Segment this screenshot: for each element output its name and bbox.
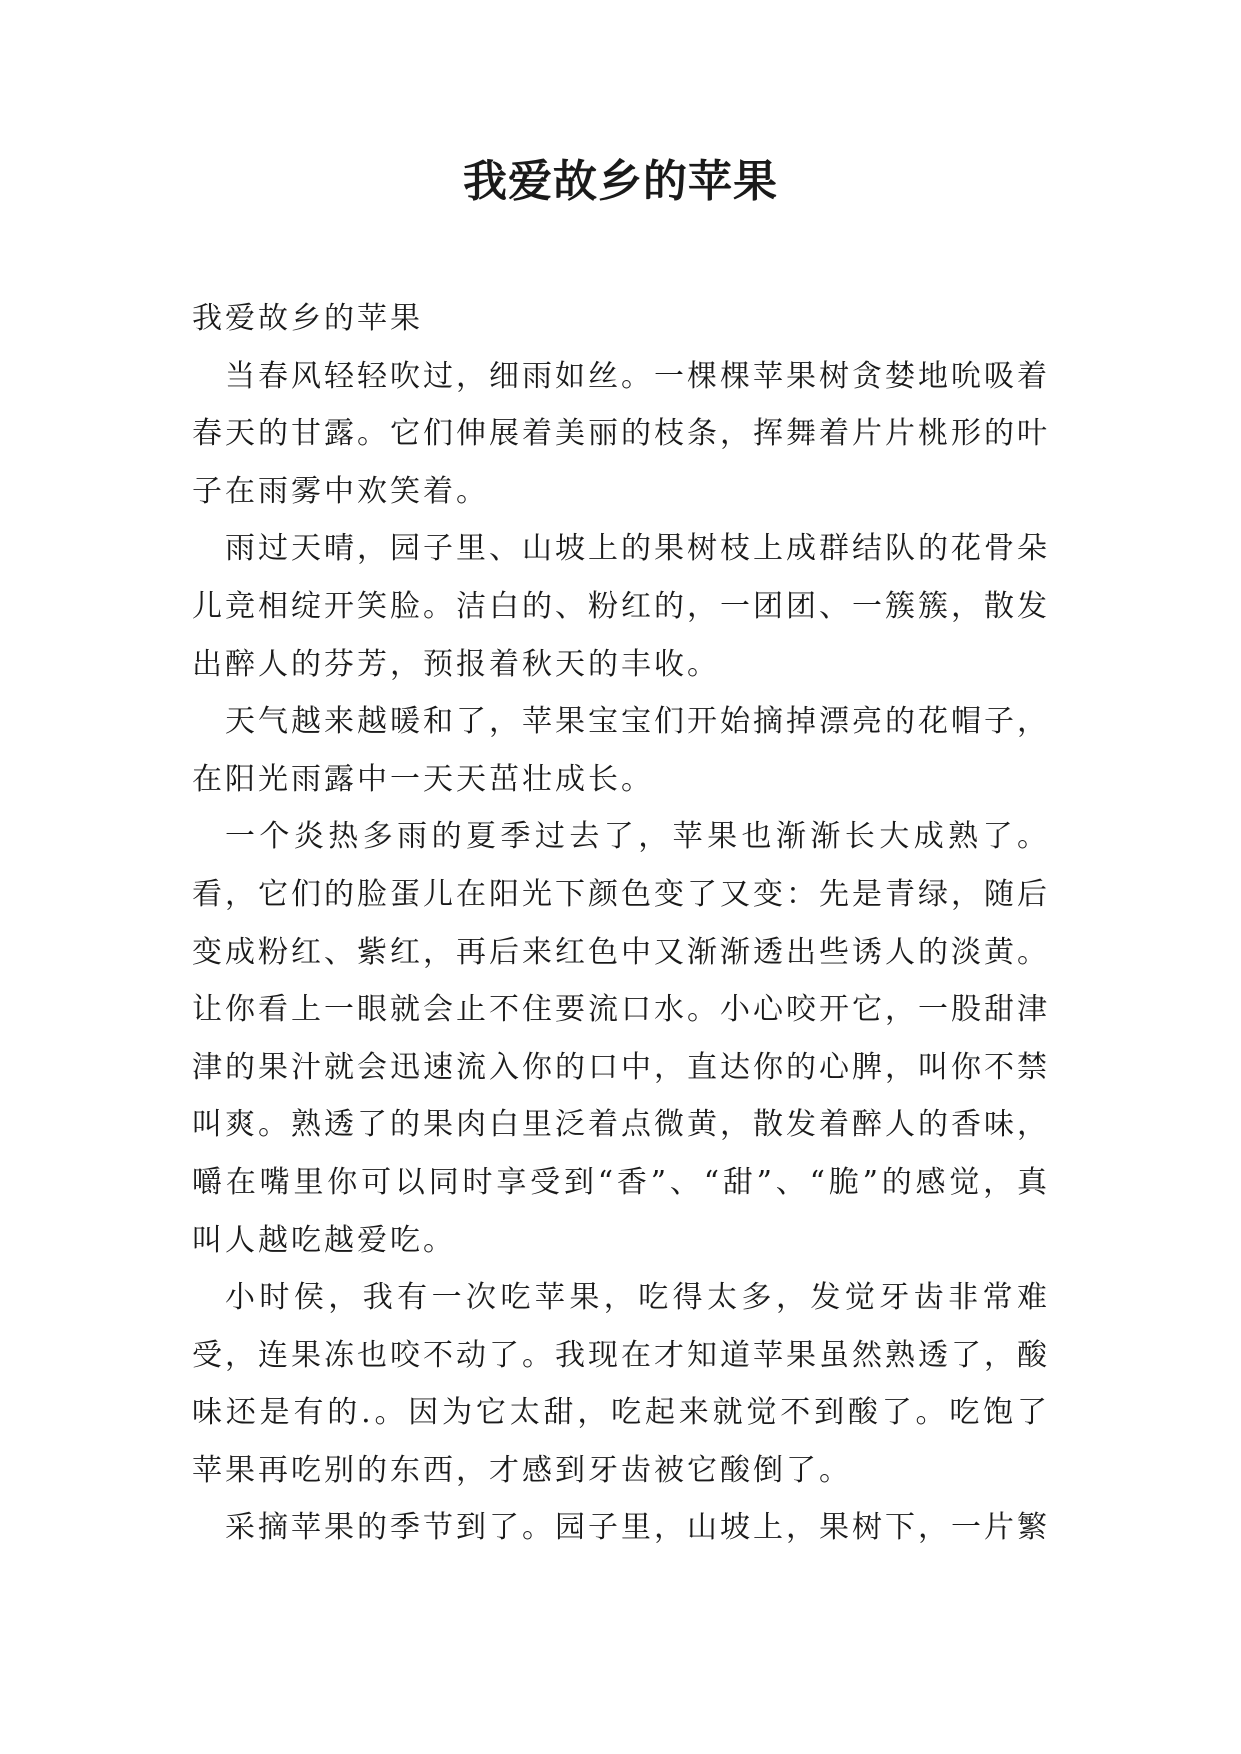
paragraph: 小时侯，我有一次吃苹果，吃得太多，发觉牙齿非常难受，连果冻也咬不动了。我现在才知道苹果虽然熟透了，酸味还是有的.。因为它太甜，吃起来就觉不到酸了。吃饱了苹果再吃别的东西，才感到牙齿被它酸倒了。 <box>192 1280 1050 1488</box>
paragraph: 当春风轻轻吹过，细雨如丝。一棵棵苹果树贪婪地吮吸着春天的甘露。它们伸展着美丽的枝条，挥舞着片片桃形的叶子在雨雾中欢笑着。 <box>192 358 1050 509</box>
paragraph: 一个炎热多雨的夏季过去了，苹果也渐渐长大成熟了。看，它们的脸蛋儿在阳光下颜色变了又变：先是青绿，随后变成粉红、紫红，再后来红色中又渐渐透出些诱人的淡黄。让你看上一眼就会止不住要流口水。小心咬开它，一股甜津津的果汁就会迅速流入你的口中，直达你的心脾，叫你不禁叫爽。熟透了的果肉白里泛着点微黄，散发着醉人的香味，嚼在嘴里你可以同时享受到“香”、“甜”、“脆”的感觉，真叫人越吃越爱吃。 <box>192 819 1050 1258</box>
paragraph-heading: 我爱故乡的苹果 <box>192 301 423 336</box>
paragraph: 雨过天晴，园子里、山坡上的果树枝上成群结队的花骨朵儿竞相绽开笑脸。洁白的、粉红的，一团团、一簇簇，散发出醉人的芬芳，预报着秋天的丰收。 <box>192 531 1050 682</box>
document-body <box>192 290 1050 1557</box>
paragraph: 天气越来越暖和了，苹果宝宝们开始摘掉漂亮的花帽子，在阳光雨露中一天天茁壮成长。 <box>192 704 1050 797</box>
paragraph: 采摘苹果的季节到了。园子里，山坡上，果树下，一片繁 <box>225 1510 1050 1546</box>
document-title: 我爱故乡的苹果 <box>463 156 778 207</box>
